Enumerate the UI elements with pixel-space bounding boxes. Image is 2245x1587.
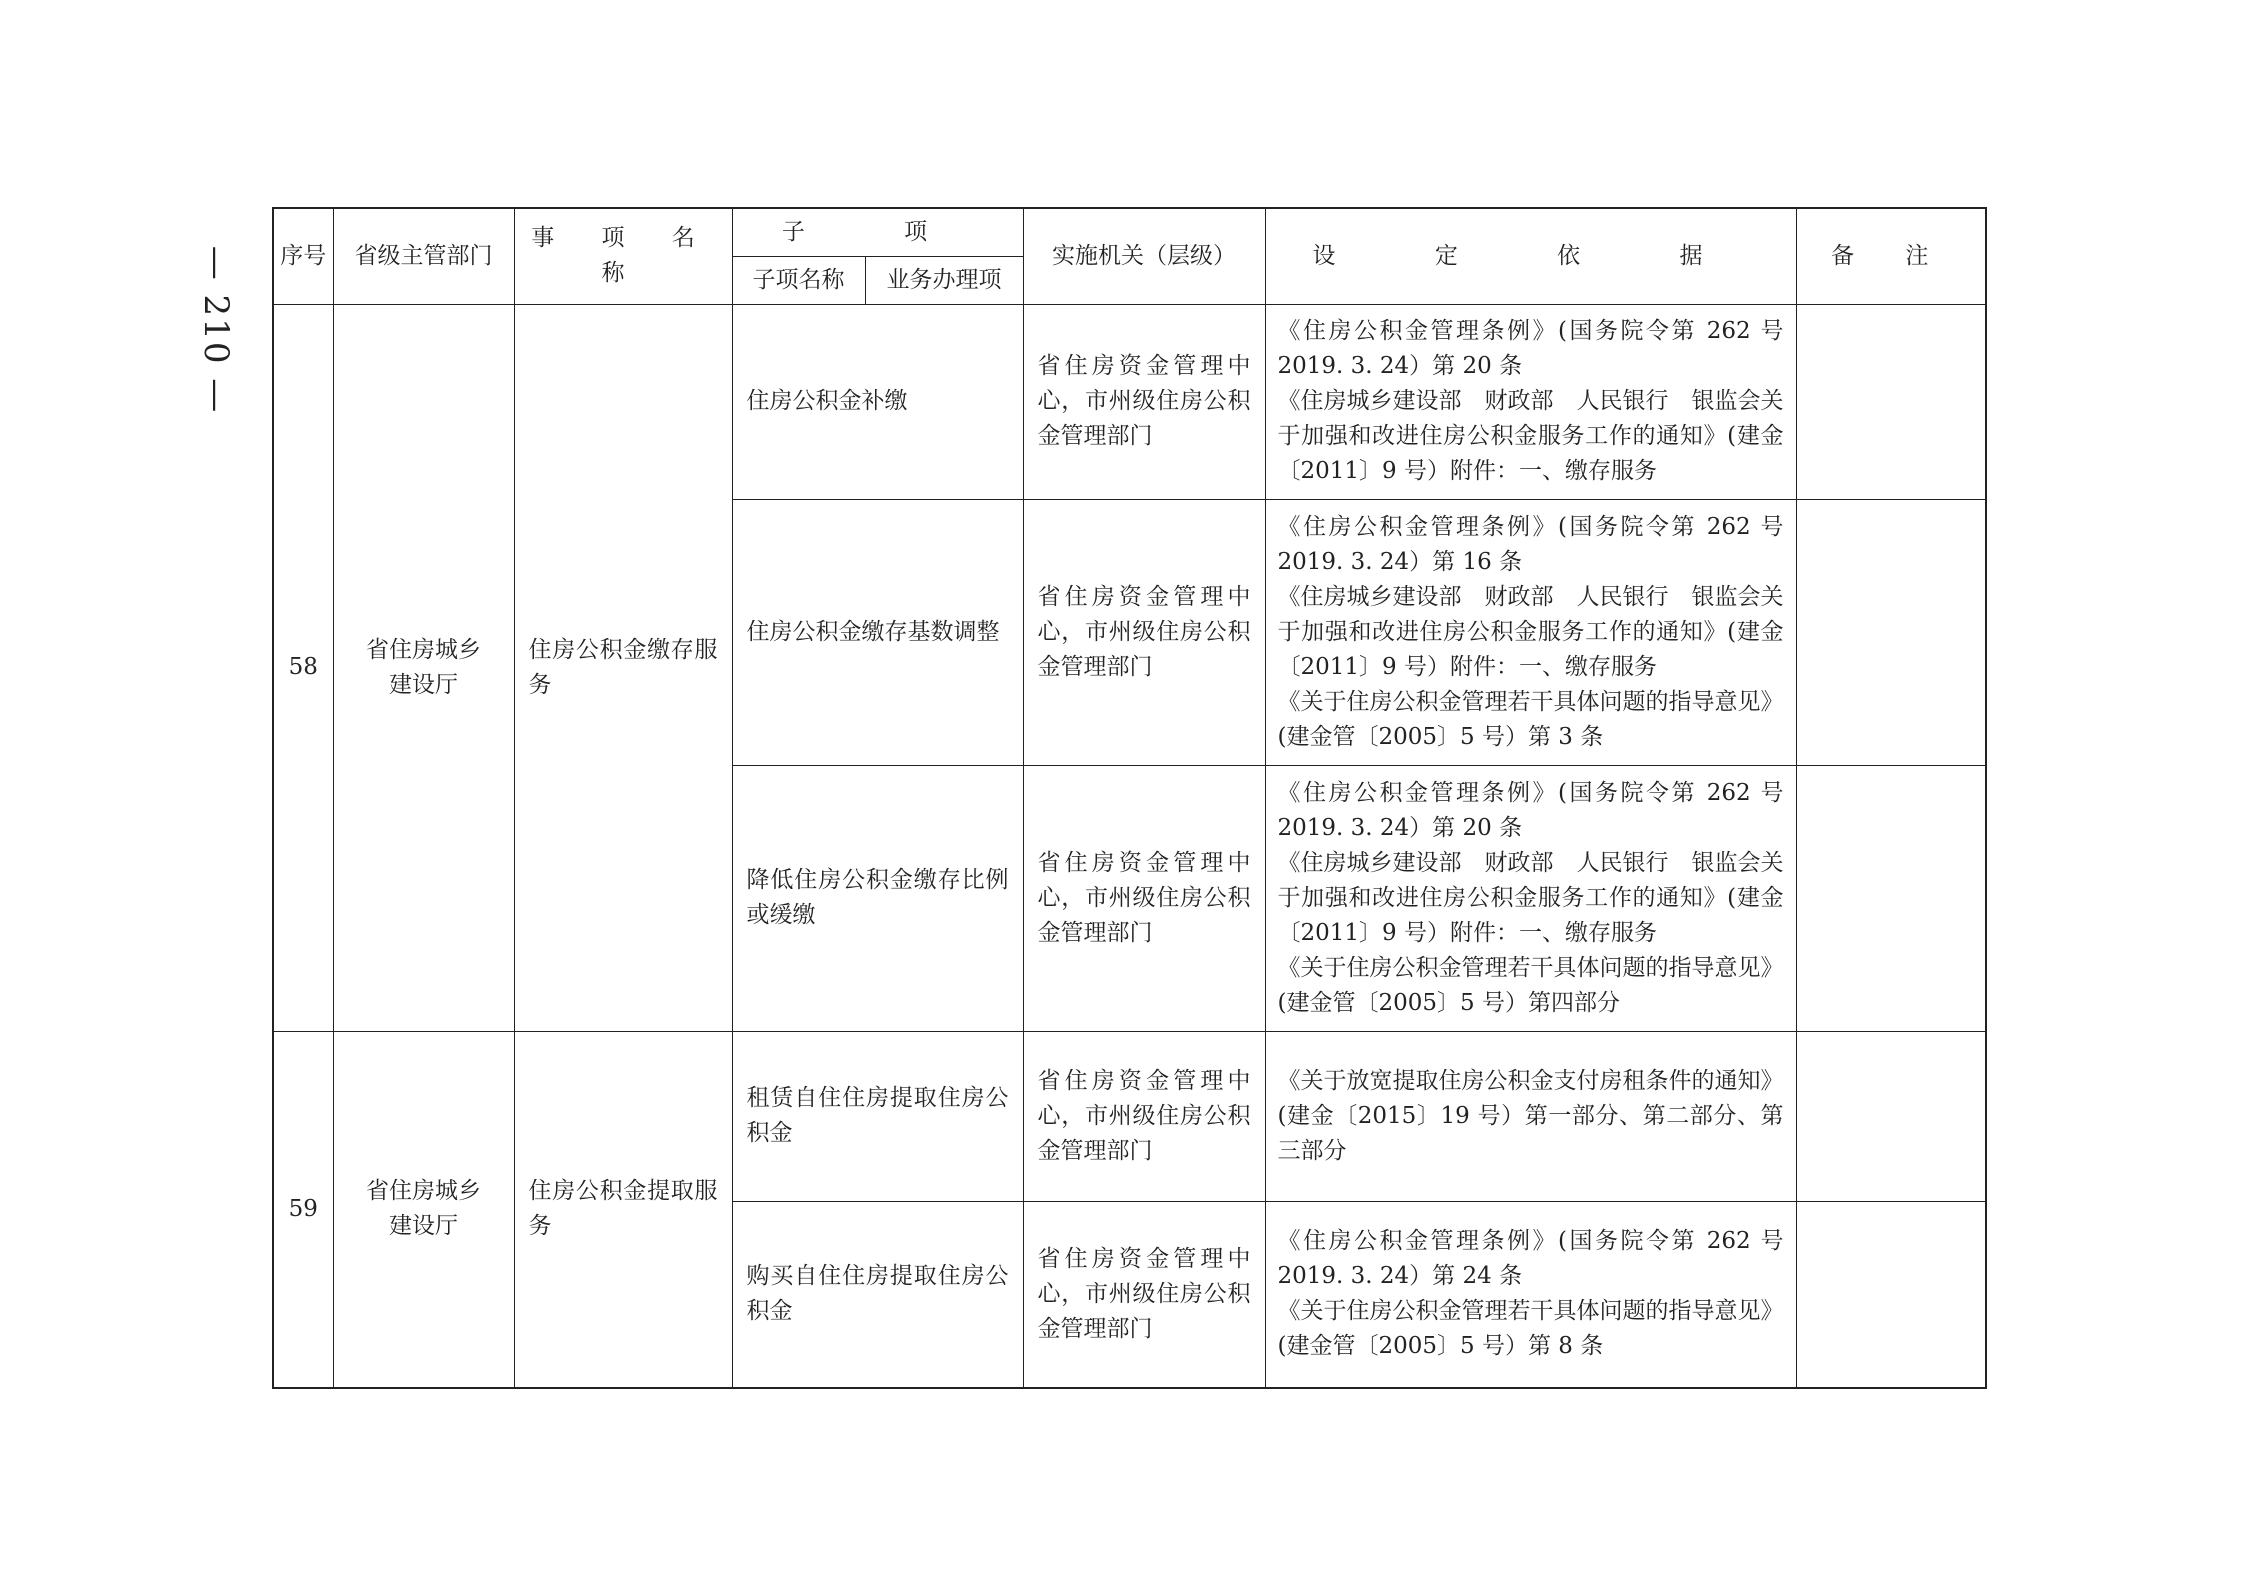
- note-cell: [1796, 1201, 1986, 1388]
- basis-line: 《住房城乡建设部 财政部 人民银行 银监会关于加强和改进住房公积金服务工作的通知》(建金〔2011〕9 号）附件：一、缴存服务: [1277, 849, 1784, 946]
- basis-cell: [1265, 499, 1796, 765]
- service-items-table: [272, 207, 1987, 1389]
- dept-cell: 省住房城乡建设厅: [333, 1031, 514, 1388]
- basis-line: 《住房公积金管理条例》(国务院令第 262 号 2019. 3. 24）第 24 条: [1277, 1228, 1784, 1290]
- table-header: [273, 208, 1986, 304]
- agency-cell: 省住房资金管理中心，市州级住房公积金管理部门: [1023, 304, 1265, 499]
- note-cell: [1796, 304, 1986, 499]
- basis-line: 《住房城乡建设部 财政部 人民银行 银监会关于加强和改进住房公积金服务工作的通知》(建金〔2011〕9 号）附件：一、缴存服务: [1277, 583, 1784, 680]
- header-seq: 序号: [273, 208, 333, 304]
- agency-cell: 省住房资金管理中心，市州级住房公积金管理部门: [1023, 765, 1265, 1031]
- note-cell: [1796, 1031, 1986, 1201]
- sub-name-cell: 降低住房公积金缴存比例或缓缴: [732, 765, 1023, 1031]
- dept-cell: 省住房城乡建设厅: [333, 304, 514, 1031]
- table-row: [273, 1031, 1986, 1201]
- basis-line: 《住房公积金管理条例》(国务院令第 262 号 2019. 3. 24）第 20 条: [1277, 779, 1784, 841]
- sub-name-cell: 购买自住住房提取住房公积金: [732, 1201, 1023, 1388]
- header-sub-group: 子 项: [732, 208, 1023, 256]
- header-item-name: 事 项 名 称: [514, 208, 732, 304]
- table-body: [273, 304, 1986, 1388]
- seq-cell: 59: [273, 1031, 333, 1388]
- basis-line: 《关于住房公积金管理若干具体问题的指导意见》(建金管〔2005〕5 号）第 8 条: [1277, 1298, 1784, 1360]
- sub-name-cell: 住房公积金补缴: [732, 304, 1023, 499]
- header-basis: 设 定 依 据: [1265, 208, 1796, 304]
- sub-name-cell: 住房公积金缴存基数调整: [732, 499, 1023, 765]
- header-dept: 省级主管部门: [333, 208, 514, 304]
- basis-cell: [1265, 1201, 1796, 1388]
- basis-line: 《住房公积金管理条例》(国务院令第 262 号 2019. 3. 24）第 16 条: [1277, 513, 1784, 575]
- table-row: [273, 304, 1986, 499]
- seq-cell: 58: [273, 304, 333, 1031]
- note-cell: [1796, 765, 1986, 1031]
- basis-line: 《关于住房公积金管理若干具体问题的指导意见》(建金管〔2005〕5 号）第四部分: [1277, 954, 1784, 1016]
- item-name-cell: 住房公积金缴存服务: [514, 304, 732, 1031]
- basis-cell: [1265, 1031, 1796, 1201]
- basis-cell: [1265, 304, 1796, 499]
- basis-line: 《关于放宽提取住房公积金支付房租条件的通知》(建金〔2015〕19 号）第一部分、第二部分、第三部分: [1277, 1067, 1784, 1164]
- basis-line: 《住房城乡建设部 财政部 人民银行 银监会关于加强和改进住房公积金服务工作的通知》(建金〔2011〕9 号）附件：一、缴存服务: [1277, 388, 1784, 484]
- header-note: 备 注: [1796, 208, 1986, 304]
- agency-cell: 省住房资金管理中心，市州级住房公积金管理部门: [1023, 499, 1265, 765]
- basis-cell: [1265, 765, 1796, 1031]
- note-cell: [1796, 499, 1986, 765]
- header-agency: 实施机关（层级）: [1023, 208, 1265, 304]
- header-sub-name: 子项名称: [732, 256, 865, 304]
- agency-cell: 省住房资金管理中心，市州级住房公积金管理部门: [1023, 1201, 1265, 1388]
- basis-line: 《住房公积金管理条例》(国务院令第 262 号 2019. 3. 24）第 20 条: [1277, 318, 1784, 379]
- page-number: — 210 —: [196, 245, 236, 415]
- basis-line: 《关于住房公积金管理若干具体问题的指导意见》(建金管〔2005〕5 号）第 3 条: [1277, 688, 1784, 750]
- header-business: 业务办理项: [865, 256, 1023, 304]
- agency-cell: 省住房资金管理中心，市州级住房公积金管理部门: [1023, 1031, 1265, 1201]
- item-name-cell: 住房公积金提取服务: [514, 1031, 732, 1388]
- sub-name-cell: 租赁自住住房提取住房公积金: [732, 1031, 1023, 1201]
